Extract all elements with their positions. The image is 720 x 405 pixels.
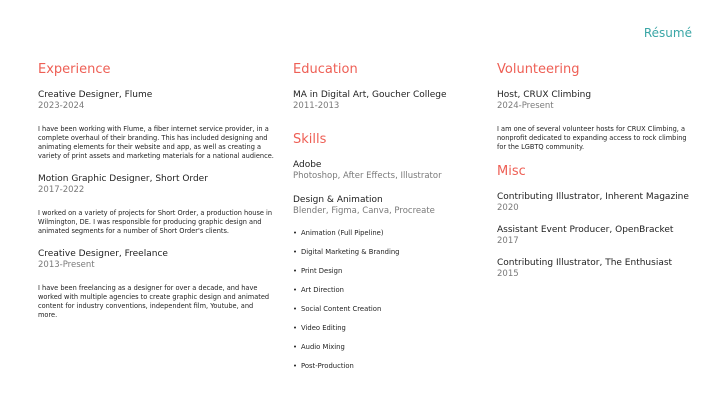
list-item (293, 229, 478, 238)
experience-entry (38, 89, 274, 161)
experience-heading: Experience (38, 62, 111, 77)
skill-label: Video Editing (301, 324, 346, 332)
education-heading: Education (293, 62, 358, 77)
skill-label: Digital Marketing & Branding (301, 248, 400, 256)
misc-year: 2017 (497, 236, 519, 246)
bullet-icon: • (293, 362, 298, 370)
experience-column (38, 62, 274, 332)
volunteer-description: I am one of several volunteer hosts for CRUX Climbing, a nonprofit dedicated to expanding access to rock climbing for the LGBTQ community. (497, 125, 687, 151)
skill-group (293, 194, 478, 217)
list-item (293, 343, 478, 352)
education-entry (293, 89, 478, 112)
bullet-icon: • (293, 229, 298, 237)
volunteer-title: Host, CRUX Climbing (497, 90, 592, 100)
bullet-icon: • (293, 248, 298, 256)
misc-heading: Misc (497, 164, 526, 179)
bullet-icon: • (293, 305, 298, 313)
volunteering-misc-column (497, 62, 697, 290)
experience-entry (38, 173, 274, 236)
list-item (293, 248, 478, 257)
bullet-icon: • (293, 343, 298, 351)
list-item (293, 267, 478, 276)
bullet-icon: • (293, 286, 298, 294)
skill-label: Art Direction (301, 286, 344, 294)
misc-entry (497, 257, 697, 280)
job-description: I have been freelancing as a designer for over a decade, and have worked with multiple agencies to create graphic design and animated content for industry conventions, independent film, Youtube, and more. (38, 284, 270, 319)
misc-entry (497, 224, 697, 247)
misc-title: Contributing Illustrator, The Enthusiast (497, 258, 673, 268)
experience-entry (38, 248, 274, 320)
skill-group-tools: Photoshop, After Effects, Illustrator (293, 171, 442, 181)
list-item (293, 305, 478, 314)
skill-group-tools: Blender, Figma, Canva, Procreate (293, 206, 435, 216)
skill-group-title: Design & Animation (293, 195, 383, 205)
job-title: Creative Designer, Freelance (38, 249, 168, 259)
list-item (293, 324, 478, 333)
degree-title: MA in Digital Art, Goucher College (293, 90, 447, 100)
skill-group-title: Adobe (293, 160, 322, 170)
misc-year: 2015 (497, 269, 519, 279)
job-description: I have been working with Flume, a fiber internet service provider, in a complete overhaul of their branding. This has included designing and animating elements for their website and app, as well as creating a variety of print assets and marketing materials for a national audience. (38, 125, 274, 160)
list-item (293, 362, 478, 371)
skills-heading: Skills (293, 132, 327, 147)
job-title: Creative Designer, Flume (38, 90, 153, 100)
bullet-icon: • (293, 324, 298, 332)
skills-list (293, 229, 478, 371)
bullet-icon: • (293, 267, 298, 275)
skill-label: Social Content Creation (301, 305, 382, 313)
job-title: Motion Graphic Designer, Short Order (38, 174, 208, 184)
misc-title: Contributing Illustrator, Inherent Magazine (497, 192, 689, 202)
misc-title: Assistant Event Producer, OpenBracket (497, 225, 674, 235)
volunteer-dates: 2024-Present (497, 101, 554, 111)
skill-label: Post-Production (301, 362, 354, 370)
skill-label: Print Design (301, 267, 343, 275)
resume-title: Résumé (643, 26, 692, 40)
degree-dates: 2011-2013 (293, 101, 340, 111)
skill-label: Animation (Full Pipeline) (301, 229, 384, 237)
skill-group (293, 159, 478, 182)
job-description: I worked on a variety of projects for Short Order, a production house in Wilmington, DE. I was responsible for producing graphic design and animated segments for a number of Short Order's clients. (38, 209, 273, 235)
skill-label: Audio Mixing (301, 343, 345, 351)
list-item (293, 286, 478, 295)
job-dates: 2013-Present (38, 260, 95, 270)
job-dates: 2017-2022 (38, 185, 85, 195)
volunteering-heading: Volunteering (497, 62, 580, 77)
misc-entry (497, 191, 697, 214)
job-dates: 2023-2024 (38, 101, 85, 111)
education-skills-column (293, 62, 478, 381)
volunteering-entry (497, 89, 697, 152)
misc-year: 2020 (497, 203, 519, 213)
